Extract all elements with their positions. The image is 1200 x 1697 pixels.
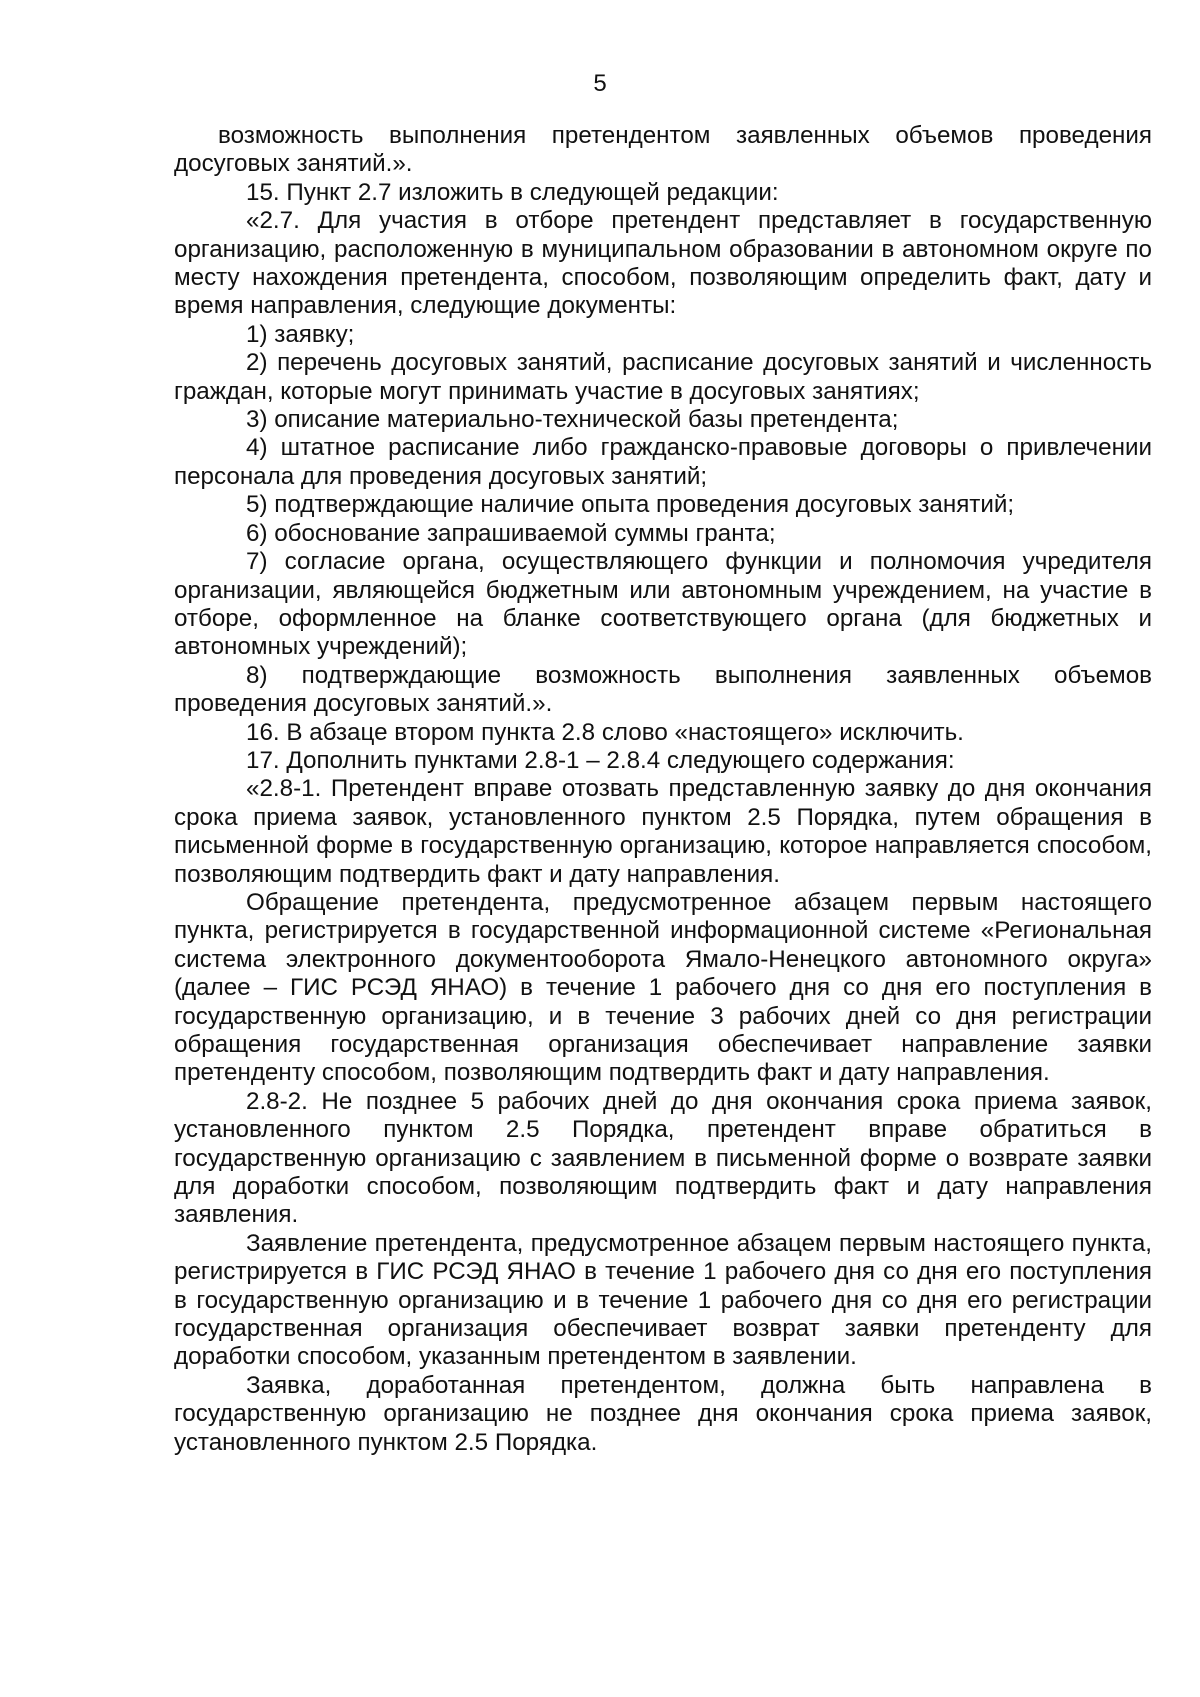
paragraph: 2.8-2. Не позднее 5 рабочих дней до дня окончания срока приема заявок, установленного пунктом 2.5 Порядка, претендент вправе обратиться в государственную организацию с заявлением в письменной форме о возврате заявки для доработки способом, позволяющим подтвердить факт и дату направления заявления. (174, 1087, 1152, 1229)
paragraph: 17. Дополнить пунктами 2.8-1 – 2.8.4 следующего содержания: (246, 746, 955, 774)
document-body (174, 122, 1152, 1457)
paragraph: 4) штатное расписание либо гражданско-правовые договоры о привлечении персонала для проведения досуговых занятий; (174, 434, 1152, 490)
paragraph: 16. В абзаце втором пункта 2.8 слово «настоящего» исключить. (246, 718, 964, 746)
paragraph: Обращение претендента, предусмотренное абзацем первым настоящего пункта, регистрируется в государственной информационной системе «Региональная система электронного документооборота Ямало-Ненецкого автономного округа» (далее – ГИС РСЭД ЯНАО) в течение 1 рабочего дня со дня его поступления в государственную организацию, и в течение 3 рабочих дней со дня регистрации обращения государственная организация обеспечивает направление заявки претенденту способом, позволяющим подтвердить факт и дату направления. (174, 888, 1152, 1087)
paragraph: 3) описание материально-технической базы претендента; (246, 406, 899, 434)
paragraph: 8) подтверждающие возможность выполнения заявленных объемов проведения досуговых занятий.». (174, 661, 1152, 718)
paragraph: 2) перечень досуговых занятий, расписание досуговых занятий и численность граждан, которые могут принимать участие в досуговых занятиях; (174, 349, 1152, 405)
paragraph: 7) согласие органа, осуществляющего функции и полномочия учредителя организации, являющейся бюджетным или автономным учреждением, на участие в отборе, оформленное на бланке соответствующего органа (для бюджетных и автономных учреждений); (174, 548, 1152, 661)
paragraph: Заявление претендента, предусмотренное абзацем первым настоящего пункта, регистрируется в ГИС РСЭД ЯНАО в течение 1 рабочего дня со дня его поступления в государственную организацию и в течение 1 рабочего дня со дня его регистрации государственная организация обеспечивает возврат заявки претенденту для доработки способом, указанным претендентом в заявлении. (174, 1229, 1152, 1371)
page-number: 5 (593, 70, 607, 97)
paragraph: «2.7. Для участия в отборе претендент представляет в государственную организацию, расположенную в муниципальном образовании в автономном округе по месту нахождения претендента, способом, позволяющим определить факт, дату и время направления, следующие документы: (174, 207, 1152, 320)
paragraph: Заявка, доработанная претендентом, должна быть направлена в государственную организацию не позднее дня окончания срока приема заявок, установленного пунктом 2.5 Порядка. (174, 1371, 1152, 1456)
paragraph: 5) подтверждающие наличие опыта проведения досуговых занятий; (246, 491, 1015, 519)
paragraph: возможность выполнения претендентом заявленных объемов проведения досуговых занятий.». (174, 122, 1152, 178)
paragraph: «2.8-1. Претендент вправе отозвать представленную заявку до дня окончания срока приема заявок, установленного пунктом 2.5 Порядка, путем обращения в письменной форме в государственную организацию, которое направляется способом, позволяющим подтвердить факт и дату направления. (174, 775, 1152, 888)
paragraph: 6) обоснование запрашиваемой суммы гранта; (246, 519, 776, 547)
paragraph: 15. Пункт 2.7 изложить в следующей редакции: (246, 178, 779, 206)
paragraph: 1) заявку; (246, 320, 355, 348)
